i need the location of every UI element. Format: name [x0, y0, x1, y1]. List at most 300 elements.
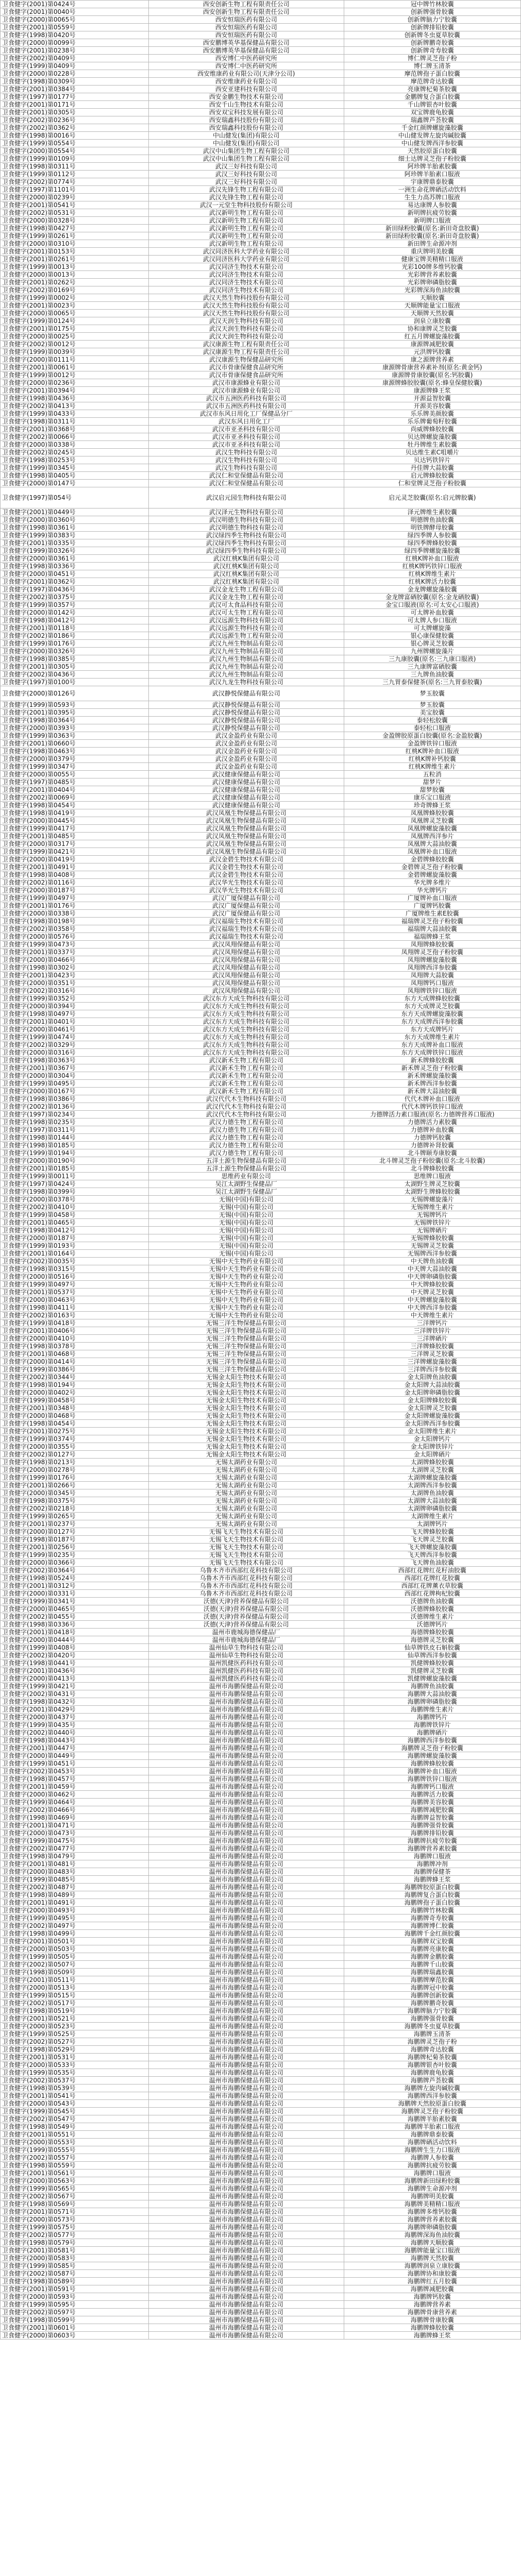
- company-cell: 温州市海鹏保健品有限公司: [148, 2054, 344, 2061]
- company-cell: 无锡三洋生物保健品有限公司: [148, 1358, 344, 1366]
- product-cell: 梦玉胶囊: [344, 701, 520, 709]
- approval-number-cell: 卫食健字(1999)第0345号: [1, 464, 149, 472]
- approval-number-cell: 卫食健字(2001)第0401号: [1, 1018, 149, 1026]
- table-row: [1, 78, 521, 86]
- table-row: [1, 1350, 521, 1358]
- company-cell: 武汉可太食品科技有限公司: [148, 601, 344, 609]
- company-cell: 西安维康药业有限公司: [148, 78, 344, 86]
- table-row: [1, 1258, 521, 1265]
- product-cell: 贝达钙铁锌片: [344, 456, 520, 464]
- table-row: [1, 1088, 521, 1095]
- table-row: [1, 2193, 521, 2200]
- product-cell: 新禾牌灵芝孢子粉胶囊: [344, 1064, 520, 1072]
- product-cell: 亮康牌杞菊茶胶囊: [344, 86, 520, 93]
- company-cell: 武汉凤凰生物保健品有限公司: [148, 825, 344, 833]
- approval-number-cell: 卫食健字(1998)第0405号: [1, 472, 149, 480]
- company-cell: 武汉三好科技有限公司: [148, 163, 344, 171]
- approval-number-cell: 卫食健字(1999)第0545号: [1, 2108, 149, 2115]
- approval-number-cell: 卫食健字(1998)第0187号: [1, 1536, 149, 1544]
- table-row: [1, 1814, 521, 1822]
- company-cell: 武汉健康保健品有限公司: [148, 778, 344, 786]
- approval-number-cell: 卫食健字(1998)第0311号: [1, 418, 149, 426]
- company-cell: 武汉金碧生物技术有限公司: [148, 871, 344, 879]
- approval-number-cell: 卫食健字(2000)第0543号: [1, 2100, 149, 2108]
- company-cell: 武汉红桃K集团有限公司: [148, 578, 344, 586]
- table-row: [1, 771, 521, 778]
- product-cell: 无锡牌硒片: [344, 1227, 520, 1234]
- company-cell: 温州市海鹏保健品有限公司: [148, 1837, 344, 1845]
- product-cell: 凤翔牌螺旋藻胶囊: [344, 956, 520, 964]
- table-row: [1, 1505, 521, 1513]
- table-row: [1, 1868, 521, 1876]
- company-cell: 无锡中天生物药业有限公司: [148, 1304, 344, 1312]
- table-row: [1, 2038, 521, 2046]
- table-row: [1, 1907, 521, 1914]
- table-row: [1, 341, 521, 348]
- table-row: [1, 2131, 521, 2139]
- product-cell: 太湖牌维生素片: [344, 1513, 520, 1520]
- approval-number-cell: 卫食健字(1999)第0585号: [1, 2262, 149, 2270]
- approval-number-cell: 卫食健字(2000)第0317号: [1, 840, 149, 848]
- company-cell: 武汉新禾生物工程有限公司: [148, 1072, 344, 1080]
- product-cell: 海鹏牌卵磷脂胶囊: [344, 1698, 520, 1706]
- table-row: [1, 586, 521, 594]
- table-row: [1, 594, 521, 601]
- company-cell: 无锡三洋生物保健品有限公司: [148, 1327, 344, 1335]
- approval-number-cell: 卫食健字(2000)第0187号: [1, 887, 149, 894]
- table-row: [1, 755, 521, 763]
- product-cell: 中天牌大蒜油胶囊: [344, 1265, 520, 1273]
- approval-number-cell: 卫食健字(1998)第0524号: [1, 1574, 149, 1582]
- approval-number-cell: 卫食健字(2001)第0185号: [1, 1165, 149, 1173]
- approval-number-cell: 卫食健字(1998)第0489号: [1, 1891, 149, 1899]
- product-cell: 牡丹牌维生素胶囊: [344, 441, 520, 449]
- table-row: [1, 1304, 521, 1312]
- product-cell: 无锡牌铁锌片: [344, 1219, 520, 1227]
- company-cell: 无锡太湖药业有限公司: [148, 1482, 344, 1489]
- company-cell: 武汉代代木生物科技有限公司: [148, 1103, 344, 1111]
- company-cell: 温州凯健医药科技有限公司: [148, 1659, 344, 1667]
- company-cell: 温州凯健医药科技有限公司: [148, 1667, 344, 1675]
- table-row: [1, 1273, 521, 1281]
- approval-number-cell: 卫食健字(2002)第0466号: [1, 1806, 149, 1814]
- table-row: [1, 2146, 521, 2154]
- approval-number-cell: 卫食健字(1998)第0361号: [1, 524, 149, 532]
- product-cell: 海鹏牌瑞鑫胶囊: [344, 1969, 520, 1976]
- product-cell: 北斗牌颐寿康胶囊: [344, 1149, 520, 1157]
- table-row: [1, 2301, 521, 2309]
- table-row: [1, 2084, 521, 2092]
- product-cell: 新明牌口服液: [344, 217, 520, 225]
- table-row: [1, 547, 521, 555]
- table-row: [1, 1397, 521, 1404]
- approval-number-cell: 卫食健字(1999)第0554号: [1, 140, 149, 147]
- product-cell: 尚威牌蜂胶胶囊: [344, 426, 520, 433]
- table-row: [1, 1319, 521, 1327]
- company-cell: 西安恒瑞医药有限公司: [148, 24, 344, 31]
- product-cell: 创新牌鹏奇胶囊: [344, 39, 520, 47]
- company-cell: 无锡金太阳生物技术有限公司: [148, 1412, 344, 1420]
- table-row: [1, 1466, 521, 1474]
- table-row: [1, 840, 521, 848]
- approval-number-cell: 卫食健字(1999)第0473号: [1, 941, 149, 948]
- company-cell: 武汉市亚圣科技有限公司: [148, 433, 344, 441]
- table-row: [1, 1574, 521, 1582]
- approval-number-cell: 卫食健字(1997)第0234号: [1, 1111, 149, 1118]
- table-row: [1, 1165, 521, 1173]
- product-cell: 启元灵芝胶囊(原名:启元牌胶囊): [344, 487, 520, 509]
- product-cell: 金盈牌铁锌口服液: [344, 740, 520, 748]
- product-cell: 太湖牌大蒜油胶囊: [344, 1497, 520, 1505]
- approval-number-cell: 卫食健字(2000)第0310号: [1, 240, 149, 248]
- company-cell: 武汉新禾生物工程有限公司: [148, 1057, 344, 1064]
- product-cell: 太湖牌卵磷脂胶囊: [344, 1505, 520, 1513]
- company-cell: 无锡太湖药业有限公司: [148, 1520, 344, 1528]
- company-cell: 武汉三好科技有限公司: [148, 171, 344, 178]
- approval-number-cell: 卫食健字(2000)第0554号: [1, 147, 149, 155]
- product-cell: 千山牌银杏叶胶囊: [344, 101, 520, 109]
- product-cell: 泽元牌维生素胶囊: [344, 509, 520, 516]
- table-row: [1, 539, 521, 547]
- company-cell: 温州市海鹏保健品有限公司: [148, 1744, 344, 1752]
- product-cell: 海鹏牌奇寿胶囊: [344, 1914, 520, 1922]
- approval-number-cell: 卫食健字(1998)第0469号: [1, 1814, 149, 1822]
- table-row: [1, 93, 521, 101]
- table-row: [1, 2115, 521, 2123]
- approval-number-cell: 卫食健字(1998)第0194号: [1, 1381, 149, 1389]
- company-cell: 温州市海鹏保健品有限公司: [148, 2224, 344, 2231]
- table-row: [1, 1420, 521, 1428]
- product-cell: 绿四季牌蜂胶胶囊: [344, 539, 520, 547]
- product-cell: 凤凰牌蜂胶胶囊: [344, 809, 520, 817]
- product-cell: 仙草牌西洋参胶囊: [344, 1652, 520, 1659]
- approval-number-cell: 卫食健字(2000)第0278号: [1, 1466, 149, 1474]
- approval-number-cell: 卫食健字(2000)第0190号: [1, 1157, 149, 1165]
- approval-number-cell: 卫食健字(2001)第0262号: [1, 279, 149, 286]
- company-cell: 西安恒瑞医药有限公司: [148, 16, 344, 24]
- approval-number-cell: 卫食健字(2001)第0601号: [1, 2324, 149, 2332]
- approval-number-cell: 卫食健字(2000)第0328号: [1, 217, 149, 225]
- approval-number-cell: 卫食健字(2002)第0420号: [1, 1652, 149, 1659]
- approval-number-cell: 卫食健字(2002)第0413号: [1, 402, 149, 410]
- table-row: [1, 1768, 521, 1775]
- approval-number-cell: 卫食健字(2000)第0394号: [1, 1003, 149, 1010]
- approval-number-cell: 卫食健字(1998)第0185号: [1, 1142, 149, 1149]
- approval-number-cell: 卫食健字(1999)第0495号: [1, 1914, 149, 1922]
- company-cell: 武汉福瑞生物技术有限公司: [148, 933, 344, 941]
- company-cell: 武汉静悦保健品有限公司: [148, 686, 344, 701]
- approval-number-cell: 卫食健字(1998)第0599号: [1, 2316, 149, 2324]
- product-cell: 海鹏牌千金红颜胶囊: [344, 1930, 520, 1938]
- approval-number-cell: 卫食健字(1998)第0454号: [1, 1420, 149, 1428]
- table-row: [1, 2285, 521, 2293]
- approval-number-cell: 卫食健字(1999)第0575号: [1, 2224, 149, 2231]
- product-cell: 三洋牌灵芝胶囊: [344, 1350, 520, 1358]
- table-row: [1, 2092, 521, 2100]
- company-cell: 武汉东方天成生物科技有限公司: [148, 1003, 344, 1010]
- approval-number-cell: 卫食健字(1998)第0441号: [1, 1659, 149, 1667]
- company-cell: 无锡金太阳生物技术有限公司: [148, 1435, 344, 1443]
- product-cell: 创新牌强骨胶囊: [344, 8, 520, 16]
- approval-number-cell: 卫食健字(2000)第0239号: [1, 194, 149, 201]
- table-row: [1, 1775, 521, 1783]
- table-row: [1, 286, 521, 294]
- product-cell: 三洋牌螺旋藻胶囊: [344, 1358, 520, 1366]
- product-cell: 海鹏牌羊胎素口服液: [344, 2123, 520, 2131]
- table-row: [1, 8, 521, 16]
- approval-number-cell: 卫食健字(2000)第0493号: [1, 1907, 149, 1914]
- company-cell: 温州市海鹏保健品有限公司: [148, 1737, 344, 1744]
- table-row: [1, 1969, 521, 1976]
- product-cell: 红桃K牌维生素片: [344, 570, 520, 578]
- table-row: [1, 1242, 521, 1250]
- approval-number-cell: 卫食健字(1998)第0309号: [1, 78, 149, 86]
- table-row: [1, 333, 521, 341]
- table-row: [1, 2239, 521, 2247]
- company-cell: 武汉康源生物保健品研究所: [148, 356, 344, 364]
- company-cell: 武汉九州生物制品有限公司: [148, 648, 344, 655]
- approval-number-cell: 卫食健字(2000)第0331号: [1, 1590, 149, 1598]
- product-cell: 海鹏牌天然胶囊: [344, 2255, 520, 2262]
- product-cell: 新田绿粉胶囊(原名:新田奇盘胶囊): [344, 232, 520, 240]
- company-cell: 武汉新禾生物工程有限公司: [148, 1088, 344, 1095]
- table-row: [1, 317, 521, 325]
- company-cell: 武汉福瑞生物技术有限公司: [148, 925, 344, 933]
- approval-number-cell: 卫食健字(2000)第0553号: [1, 2139, 149, 2146]
- company-cell: 温州市海鹏保健品有限公司: [148, 2030, 344, 2038]
- product-cell: 沃德牌蜂胶胶囊: [344, 1605, 520, 1613]
- product-cell: 代代木牌补血口服液: [344, 1095, 520, 1103]
- approval-number-cell: 卫食健字(1998)第0529号: [1, 2046, 149, 2054]
- company-cell: 乌鲁木齐市西部红花科技有限公司: [148, 1590, 344, 1598]
- product-cell: 丹佳牌大蒜胶囊: [344, 464, 520, 472]
- company-cell: 温州市海鹏保健品有限公司: [148, 2131, 344, 2139]
- product-cell: 细士达牌灵芝孢子粉胶囊: [344, 155, 520, 163]
- table-row: [1, 39, 521, 47]
- company-cell: 武汉力德生物工程有限公司: [148, 1149, 344, 1157]
- product-cell: 太湖野生牌蜂胶胶囊: [344, 1188, 520, 1196]
- product-cell: 新明牌抗疲劳胶囊: [344, 209, 520, 217]
- table-row: [1, 1559, 521, 1567]
- table-row: [1, 1721, 521, 1729]
- product-cell: 三九康牌富硒胶囊: [344, 663, 520, 671]
- company-cell: 温州市海鹏保健品有限公司: [148, 2154, 344, 2162]
- approval-number-cell: 卫食健字(2002)第0531号: [1, 209, 149, 217]
- product-cell: 东方天成牌补血口服液: [344, 1041, 520, 1049]
- product-cell: 健康宝牌美精精口服液: [344, 256, 520, 263]
- table-row: [1, 248, 521, 256]
- approval-number-cell: 卫食健字(1999)第0505号: [1, 1953, 149, 1961]
- company-cell: 武汉九州生物制品有限公司: [148, 671, 344, 679]
- company-cell: 武汉金盈药业有限公司: [148, 732, 344, 740]
- table-row: [1, 2185, 521, 2193]
- company-cell: 武汉绿四季生物科技有限公司: [148, 547, 344, 555]
- company-cell: 武汉东风日用化工厂: [148, 418, 344, 426]
- approval-number-cell: 卫食健字(2002)第0358号: [1, 925, 149, 933]
- product-cell: 海鹏牌天然胶原蛋白胶囊: [344, 2100, 520, 2108]
- product-cell: 海鹏牌维生素片: [344, 1706, 520, 1714]
- company-cell: 温州市海鹏保健品有限公司: [148, 2247, 344, 2255]
- product-cell: 海鹏牌杞菊茶胶囊: [344, 2054, 520, 2061]
- product-cell: 开源益智胶囊: [344, 395, 520, 402]
- product-cell: 西部红花牌红花胶囊: [344, 1574, 520, 1582]
- approval-number-cell: 卫食健字(2001)第0348号: [1, 1404, 149, 1412]
- product-cell: 康源牌蜂王浆: [344, 387, 520, 395]
- table-row: [1, 1598, 521, 1605]
- company-cell: 西安双宝科技发展有限公司: [148, 109, 344, 116]
- product-cell: 海鹏牌鱼油胶囊: [344, 1683, 520, 1690]
- product-cell: 海鹏牌多维钙胶囊: [344, 2208, 520, 2216]
- company-cell: 武汉一元堂生物科技股份有限公司: [148, 201, 344, 209]
- company-cell: 无锡三洋生物保健品有限公司: [148, 1350, 344, 1358]
- approval-number-cell: 卫食健字(1999)第0347号: [1, 763, 149, 771]
- approval-number-cell: 卫食健字(2002)第0567号: [1, 2193, 149, 2200]
- table-row: [1, 1992, 521, 1999]
- table-row: [1, 86, 521, 93]
- table-row: [1, 1451, 521, 1459]
- product-cell: 中天牌灵芝胶囊: [344, 1289, 520, 1296]
- company-cell: 无锡太湖药业有限公司: [148, 1513, 344, 1520]
- approval-number-cell: 卫食健字(1998)第0419号: [1, 809, 149, 817]
- company-cell: 无锡金太阳生物技术有限公司: [148, 1374, 344, 1381]
- company-cell: 西安亚建科技有限公司: [148, 86, 344, 93]
- approval-number-cell: 卫食健字(2002)第0547号: [1, 2115, 149, 2123]
- table-row: [1, 364, 521, 371]
- table-row: [1, 1358, 521, 1366]
- table-row: [1, 778, 521, 786]
- approval-number-cell: 卫食健字(1999)第0013号: [1, 263, 149, 271]
- table-row: [1, 1999, 521, 2007]
- company-cell: 武汉金龙生物工程有限公司: [148, 586, 344, 594]
- company-cell: 武汉远源生物科技有限公司: [148, 617, 344, 624]
- product-cell: 海鹏牌冠中胶囊: [344, 1984, 520, 1992]
- approval-number-cell: 卫食健字(2000)第0326号: [1, 648, 149, 655]
- table-row: [1, 109, 521, 116]
- product-cell: 海鹏牌胶原蛋白胶囊: [344, 1884, 520, 1891]
- company-cell: 无锡太湖药业有限公司: [148, 1459, 344, 1466]
- table-row: [1, 2262, 521, 2270]
- table-row: [1, 632, 521, 640]
- company-cell: 武汉天然生物科技股份有限公司: [148, 310, 344, 317]
- company-cell: 温州市海鹏保健品有限公司: [148, 1984, 344, 1992]
- table-row: [1, 2054, 521, 2061]
- company-cell: 无锡飞天生物技术有限公司: [148, 1559, 344, 1567]
- product-cell: 海鹏牌益智胶囊: [344, 1814, 520, 1822]
- approval-number-cell: 卫食健字(1998)第0549号: [1, 2123, 149, 2131]
- approval-number-cell: 卫食健字(2000)第0351号: [1, 979, 149, 987]
- table-row: [1, 410, 521, 418]
- table-row: [1, 1459, 521, 1466]
- approval-number-cell: 卫食健字(2000)第0523号: [1, 2023, 149, 2030]
- approval-number-cell: 卫食健字(1999)第0386号: [1, 1366, 149, 1374]
- company-cell: 温州市鹿城海德保健品厂: [148, 1636, 344, 1644]
- approval-number-cell: 卫食健字(2001)第0551号: [1, 2131, 149, 2139]
- table-row: [1, 1343, 521, 1350]
- table-row: [1, 1227, 521, 1234]
- product-cell: 海鹏牌深海鱼油胶囊: [344, 2231, 520, 2239]
- approval-number-cell: 卫食健字(2002)第0527号: [1, 2038, 149, 2046]
- company-cell: 无锡中天生物药业有限公司: [148, 1258, 344, 1265]
- product-cell: 金太阳牌灵芝胶囊: [344, 1404, 520, 1412]
- company-cell: 西安维康药业有限公司(天津分公司): [148, 70, 344, 78]
- table-row: [1, 155, 521, 163]
- approval-number-cell: 卫食健字(2000)第0465号: [1, 1605, 149, 1613]
- approval-number-cell: 卫食健字(1999)第0193号: [1, 1242, 149, 1250]
- company-cell: 无锡(中国)有限公司: [148, 1242, 344, 1250]
- approval-number-cell: 卫食健字(1998)第0378号: [1, 1343, 149, 1350]
- company-cell: 武汉同济生物技术有限公司: [148, 271, 344, 279]
- table-row: [1, 910, 521, 918]
- company-cell: 武汉代代木生物科技有限公司: [148, 1095, 344, 1103]
- company-cell: 武汉凤凰生物保健品有限公司: [148, 817, 344, 825]
- product-cell: 阿珍牌羊胎素胶囊: [344, 163, 520, 171]
- table-row: [1, 724, 521, 732]
- company-cell: 无锡(中国)有限公司: [148, 1204, 344, 1211]
- approval-number-cell: 卫食健字(2001)第0040号: [1, 8, 149, 16]
- company-cell: 武汉市东风日用化工厂保健品分厂: [148, 410, 344, 418]
- company-cell: 吴江太湖野生保健品厂: [148, 1180, 344, 1188]
- product-cell: 广厦牌钙胶囊: [344, 902, 520, 910]
- product-cell: 海鹏牌螺旋藻胶囊: [344, 1752, 520, 1760]
- company-cell: 无锡中天生物药业有限公司: [148, 1289, 344, 1296]
- approval-number-cell: 卫食健字(2001)第0164号: [1, 1250, 149, 1258]
- table-row: [1, 1134, 521, 1142]
- company-cell: 无锡太湖药业有限公司: [148, 1505, 344, 1513]
- company-cell: 无锡金太阳生物技术有限公司: [148, 1397, 344, 1404]
- product-cell: 三洋牌钙片: [344, 1319, 520, 1327]
- approval-number-cell: 卫食健字(2001)第0511号: [1, 1976, 149, 1984]
- product-cell: 凤凰牌补血口服液: [344, 848, 520, 856]
- company-cell: 温州市海鹏保健品有限公司: [148, 2185, 344, 2193]
- company-cell: 温州市海鹏保健品有限公司: [148, 2316, 344, 2324]
- product-cell: 凤翔牌钙口服液: [344, 979, 520, 987]
- product-cell: 无锡牌螺旋藻片: [344, 1196, 520, 1204]
- product-cell: 海鹏牌千山胶囊: [344, 1961, 520, 1969]
- company-cell: 西安瑞鑫科技股份有限公司: [148, 116, 344, 124]
- company-cell: 中山健发(集团)有限公司: [148, 132, 344, 140]
- table-row: [1, 1095, 521, 1103]
- company-cell: 武汉天润生物科技有限公司: [148, 325, 344, 333]
- company-cell: 无锡三洋生物保健品有限公司: [148, 1366, 344, 1374]
- approval-number-cell: 卫食健字(1997)第0177号: [1, 93, 149, 101]
- product-cell: 福瑞牌灵芝孢子粉胶囊: [344, 918, 520, 925]
- company-cell: 温州市海鹏保健品有限公司: [148, 1884, 344, 1891]
- product-cell: 中天牌螺旋藻胶囊: [344, 1296, 520, 1304]
- approval-number-cell: 卫食健字(2002)第0245号: [1, 449, 149, 456]
- product-cell: 凤凰牌螺旋藻胶囊: [344, 825, 520, 833]
- company-cell: 武汉天润生物科技有限公司: [148, 317, 344, 325]
- product-cell: 海鹏牌蜂王浆: [344, 2332, 520, 2340]
- product-cell: 红桃K牌钙铁锌口服液: [344, 563, 520, 570]
- approval-number-cell: 卫食健字(2001)第0404号: [1, 786, 149, 794]
- approval-number-cell: 卫食健字(2000)第0419号: [1, 856, 149, 863]
- product-cell: 红五月牌螺旋藻胶囊: [344, 333, 520, 341]
- table-row: [1, 1791, 521, 1799]
- product-cell: 海鹏牌鹏奇胶囊: [344, 1999, 520, 2007]
- company-cell: 武汉明德生物科技有限公司: [148, 524, 344, 532]
- company-cell: 武汉东方天成生物科技有限公司: [148, 1018, 344, 1026]
- table-row: [1, 964, 521, 972]
- product-cell: 海鹏牌复合蛋白胶囊: [344, 1891, 520, 1899]
- table-row: [1, 1621, 521, 1629]
- approval-number-cell: 卫食健字(1999)第0374号: [1, 1435, 149, 1443]
- approval-number-cell: 卫食健字(2000)第0576号: [1, 933, 149, 941]
- company-cell: 武汉市五洲医药科技有限公司: [148, 395, 344, 402]
- approval-number-cell: 卫食健字(2001)第0367号: [1, 1064, 149, 1072]
- table-row: [1, 47, 521, 55]
- approval-number-cell: 卫食健字(2000)第0583号: [1, 2255, 149, 2262]
- table-row: [1, 1157, 521, 1165]
